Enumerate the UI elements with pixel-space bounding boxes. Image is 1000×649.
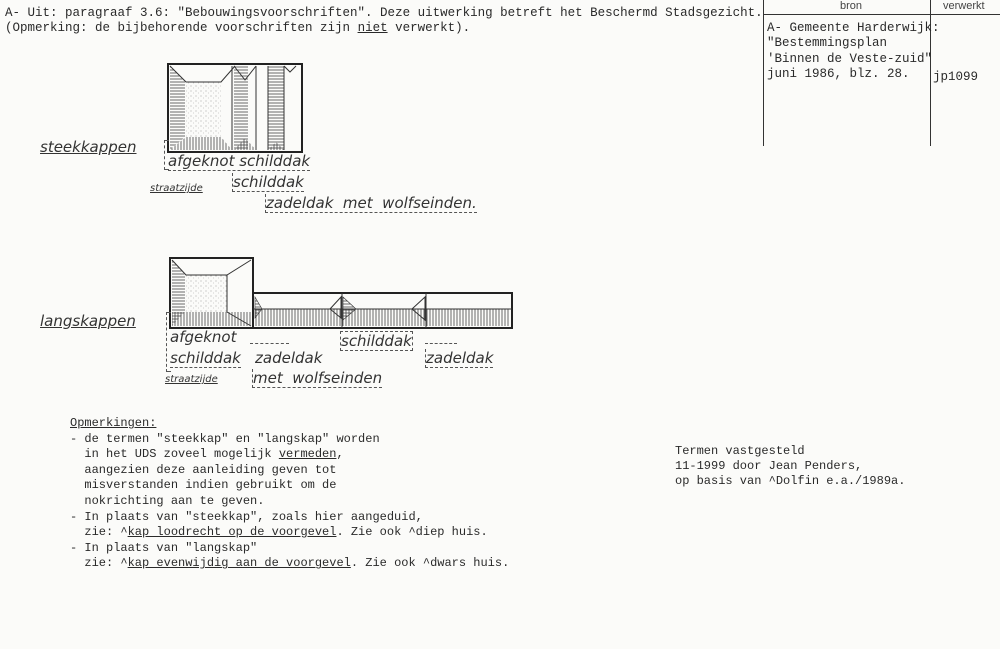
remark-line: - de termen "steekkap" en "langskap" worden bbox=[70, 431, 380, 446]
remark-line: misverstanden indien gebruikt om de bbox=[70, 478, 337, 493]
remark-line: zie: ^ bbox=[70, 556, 128, 571]
header-emphasis: niet bbox=[357, 21, 388, 35]
label-schilddak: schilddak bbox=[233, 173, 304, 191]
label-schilddak-1: schilddak bbox=[170, 349, 241, 367]
langskappen-diagram bbox=[170, 258, 512, 328]
col-header-bron: bron bbox=[840, 0, 863, 12]
label-afgeknot: afgeknot bbox=[170, 328, 237, 346]
remarks-title: Opmerkingen: bbox=[70, 416, 157, 430]
bron-line: A- Gemeente Harderwijk: bbox=[767, 21, 940, 35]
cross-reference-link[interactable]: kap loodrecht op de voorgevel bbox=[127, 525, 337, 540]
bron-line: juni 1986, blz. 28. bbox=[767, 67, 910, 81]
steekkappen-title: steekkappen bbox=[40, 138, 137, 156]
remark-line: . Zie ook ^dwars huis. bbox=[350, 556, 510, 571]
remark-line: . Zie ook ^diep huis. bbox=[336, 525, 488, 540]
remark-line: zie: ^ bbox=[70, 525, 128, 540]
header-line-1: A- Uit: paragraaf 3.6: "Bebouwingsvoorschriften". Deze uitwerking betreft het Beschermd Stadsgezicht. bbox=[5, 6, 763, 20]
label-zadeldak-1: zadeldak bbox=[255, 349, 323, 367]
langskappen-title: langskappen bbox=[40, 312, 136, 330]
terms-note-line: Termen vastgesteld bbox=[675, 444, 805, 458]
header-text: (Opmerking: de bijbehorende voorschriften zijn bbox=[5, 21, 358, 35]
label-schilddak-2: schilddak bbox=[341, 332, 412, 350]
remark-line: - In plaats van "langskap" bbox=[70, 540, 258, 555]
remark-line: - In plaats van "steekkap", zoals hier aangeduid, bbox=[70, 509, 423, 524]
remark-line: in het UDS zoveel mogelijk bbox=[70, 447, 279, 462]
terms-note-line: 11-1999 door Jean Penders, bbox=[675, 459, 863, 473]
steekkappen-diagram bbox=[168, 64, 302, 152]
remark-line: , bbox=[336, 447, 344, 462]
header-text: verwerkt). bbox=[387, 21, 471, 35]
col-header-verwerkt: verwerkt bbox=[943, 0, 985, 12]
leader-line bbox=[425, 343, 457, 344]
cross-reference-link[interactable]: kap evenwijdig aan de voorgevel bbox=[127, 556, 351, 571]
leader-line bbox=[250, 343, 289, 344]
label-zadeldak-wolfseinden: zadeldak met wolfseinden. bbox=[266, 194, 477, 212]
bron-line: 'Binnen de Veste-zuid" bbox=[767, 52, 933, 66]
remark-emphasis: vermeden bbox=[278, 447, 337, 462]
bron-line: "Bestemmingsplan bbox=[767, 36, 888, 50]
label-met-wolfseinden: met wolfseinden bbox=[253, 369, 383, 387]
remark-line: aangezien deze aanleiding geven tot bbox=[70, 462, 337, 477]
remark-line: nokrichting aan te geven. bbox=[70, 493, 265, 508]
verwerkt-value: jp1099 bbox=[933, 70, 979, 84]
remarks bbox=[70, 416, 509, 572]
label-afgeknot-schilddak: afgeknot schilddak bbox=[168, 152, 311, 170]
terms-note-line: op basis van ^Dolfin e.a./1989a. bbox=[675, 474, 906, 488]
label-zadeldak-2: zadeldak bbox=[426, 349, 494, 367]
street-side-label: straatzijde bbox=[150, 183, 203, 194]
street-side-label-2: straatzijde bbox=[165, 374, 218, 385]
